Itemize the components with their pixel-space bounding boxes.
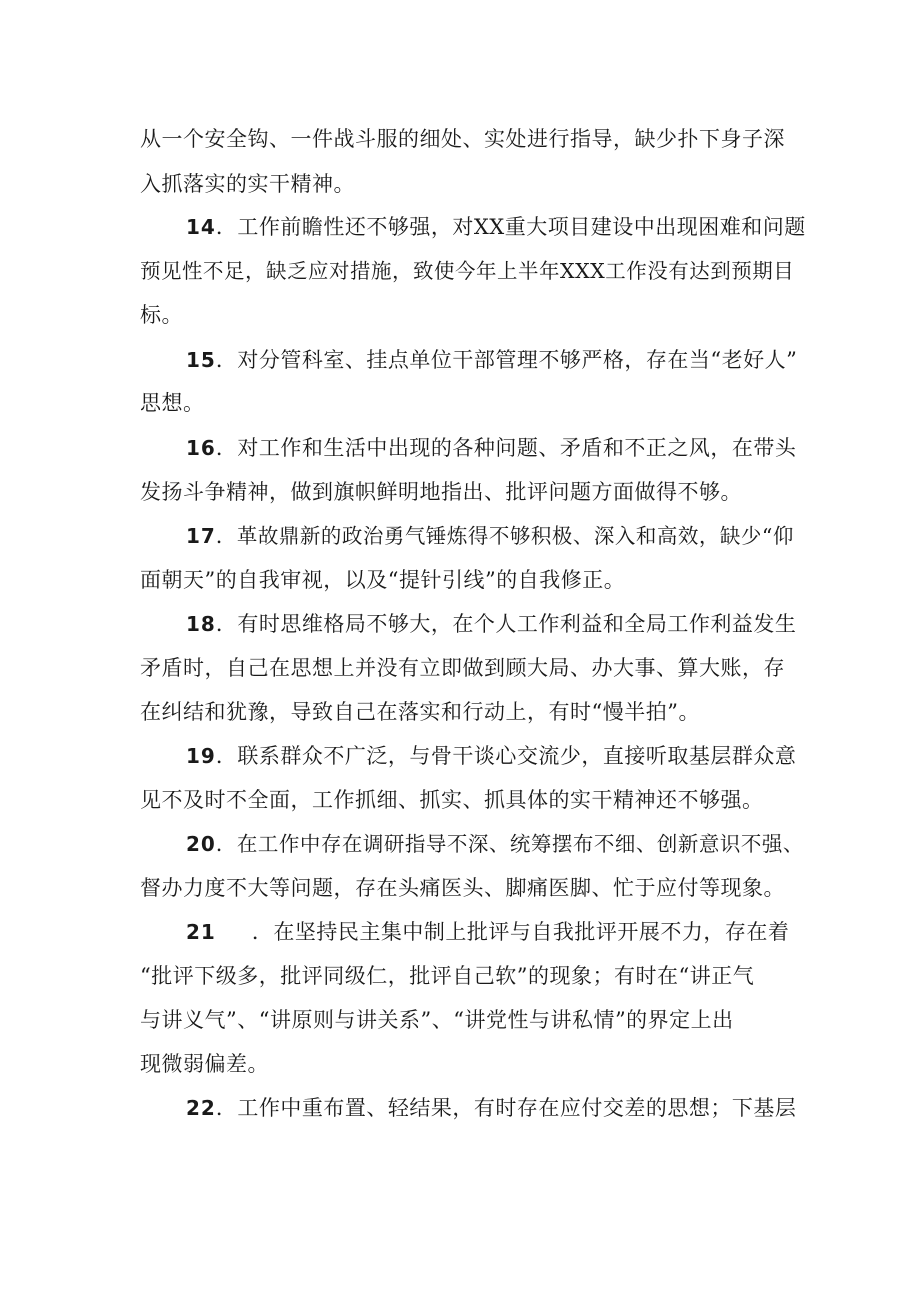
item-number: 20 [186, 832, 216, 856]
text-line: ．革故鼎新的政治勇气锤炼得不够积极、深入和高效，缺少“仰 [215, 524, 794, 548]
item-15 [186, 342, 806, 378]
text-line: 矛盾时，自己在思想上并没有立即做到顾大局、办大事、算大账，存 [140, 656, 785, 680]
text-line: ．对工作和生活中出现的各种问题、矛盾和不正之风，在带头 [215, 436, 797, 460]
item-14 [186, 209, 806, 245]
text-line: 见不及时不全面，工作抓细、抓实、抓具体的实干精神还不够强。 [140, 788, 764, 812]
item-number: 18 [186, 612, 216, 636]
item-number: 17 [186, 524, 216, 548]
item-22 [186, 1090, 806, 1126]
text-line: 现微弱偏差。 [140, 1052, 269, 1076]
text-line: 从一个安全钩、一件战斗服的细处、实处进行指导，缺少扑下身子深 [140, 127, 785, 151]
text-line: 预见性不足，缺乏应对措施，致使今年上半年XXX工作没有达到预期目 [140, 259, 795, 283]
item-number: 19 [186, 744, 216, 768]
item-number: 14 [186, 215, 216, 239]
text-line: ．联系群众不广泛，与骨干谈心交流少，直接听取基层群众意 [215, 744, 797, 768]
item-number: 16 [186, 436, 216, 460]
item-17 [186, 518, 806, 554]
text-line: 发扬斗争精神，做到旗帜鲜明地指出、批评问题方面做得不够。 [140, 480, 742, 504]
text-line: ．在坚持民主集中制上批评与自我批评开展不力，存在着 [251, 920, 790, 944]
text-line: 入抓落实的实干精神。 [140, 172, 355, 196]
item-number: 22 [186, 1096, 216, 1120]
text-line: 思想。 [140, 391, 205, 415]
text-line: ．工作中重布置、轻结果，有时存在应付交差的思想；下基层 [215, 1096, 797, 1120]
text-line: ．对分管科室、挂点单位干部管理不够严格，存在当“老好人” [215, 348, 798, 372]
text-line: “批评下级多，批评同级仁，批评自己软”的现象；有时在“讲正气 [140, 964, 755, 988]
text-line: 督办力度不大等问题，存在头痛医头、脚痛医脚、忙于应付等现象。 [140, 876, 785, 900]
text-line: ．工作前瞻性还不够强，对XX重大项目建设中出现困难和问题 [215, 215, 806, 239]
item-19 [186, 738, 806, 774]
item-number: 21 [186, 920, 216, 944]
text-line: 面朝天”的自我审视，以及“提针引线”的自我修正。 [140, 568, 626, 592]
text-line: 标。 [140, 303, 183, 327]
text-line: ．有时思维格局不够大，在个人工作利益和全局工作利益发生 [215, 612, 797, 636]
text-line: ．在工作中存在调研指导不深、统筹摆布不细、创新意识不强、 [215, 832, 804, 856]
item-21 [186, 914, 806, 950]
item-16 [186, 430, 806, 466]
item-20 [186, 826, 806, 862]
text-line: 与讲义气”、“讲原则与讲关系”、“讲党性与讲私情”的界定上出 [140, 1008, 734, 1032]
item-number: 15 [186, 348, 216, 372]
text-line: 在纠结和犹豫，导致自己在落实和行动上，有时“慢半拍”。 [140, 700, 700, 724]
item-18 [186, 606, 806, 642]
